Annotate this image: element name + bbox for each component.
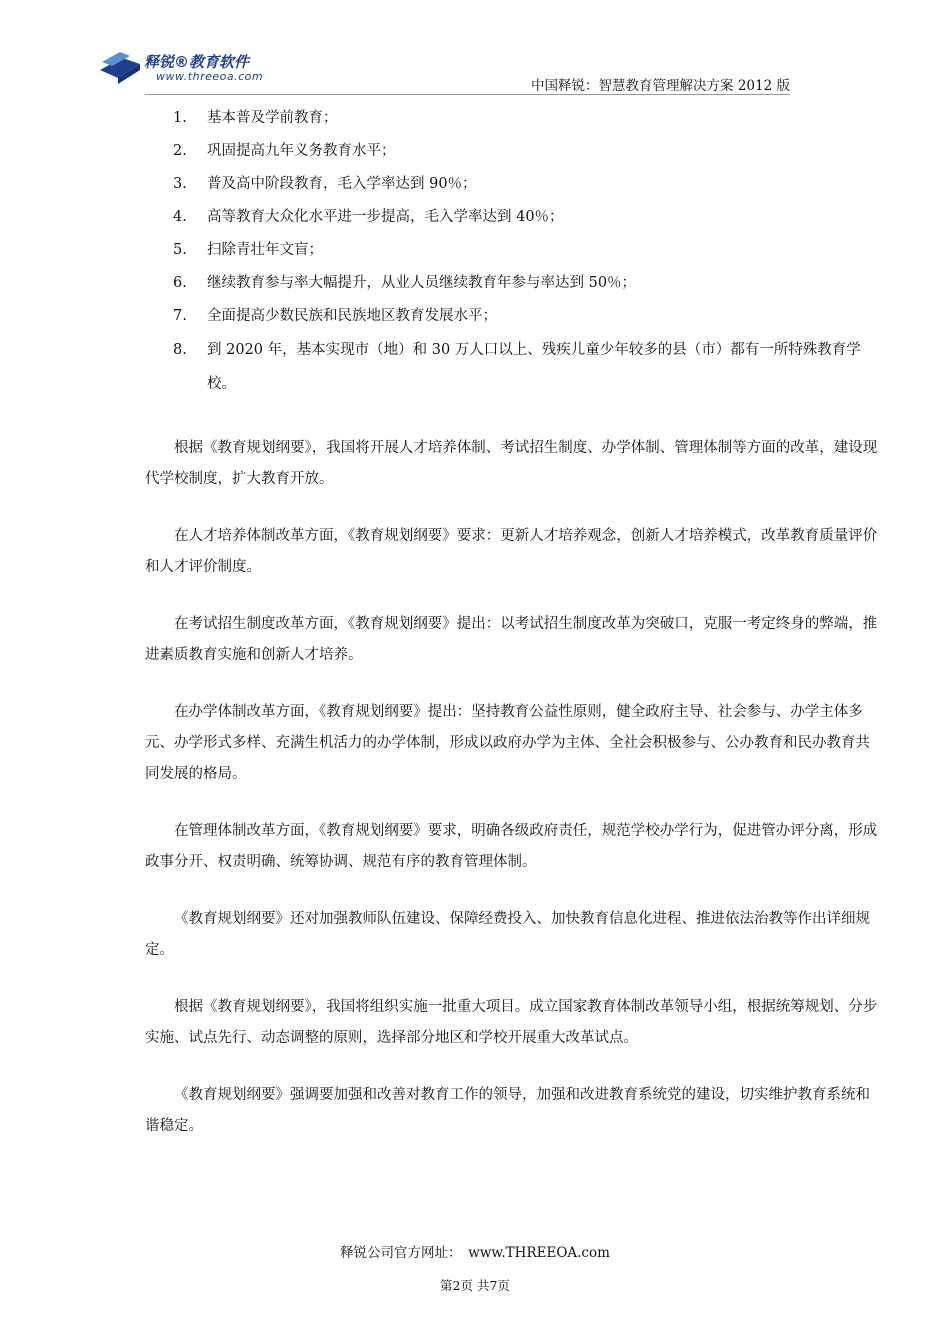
list-item-number: 6. xyxy=(173,275,187,291)
list-item-text: 普及高中阶段教育，毛入学率达到 90％； xyxy=(207,176,477,192)
paragraph: 在人才培养体制改革方面，《教育规划纲要》要求：更新人才培养观念，创新人才培养模式，改革教育质量评价和人才评价制度。 xyxy=(145,528,878,575)
logo-mark-icon xyxy=(98,48,142,86)
list-item-number: 3. xyxy=(173,176,187,192)
page-number: 第2页 共7页 xyxy=(440,1278,510,1293)
paragraph: 根据《教育规划纲要》，我国将开展人才培养体制、考试招生制度、办学体制、管理体制等方面的改革，建设现代学校制度，扩大教育开放。 xyxy=(145,440,878,487)
header-divider xyxy=(145,94,790,95)
list-item-number: 5. xyxy=(173,242,187,258)
paragraph-block xyxy=(145,609,880,671)
list-item-text: 继续教育参与率大幅提升，从业人员继续教育年参与率达到 50％； xyxy=(207,275,637,291)
paragraph-block xyxy=(145,904,880,966)
list-item xyxy=(145,135,880,168)
paragraph: 在管理体制改革方面，《教育规划纲要》要求，明确各级政府责任，规范学校办学行为，促进管办评分离，形成政事分开、权责明确、统筹协调、规范有序的教育管理体制。 xyxy=(145,823,878,870)
paragraph-block xyxy=(145,992,880,1054)
list-item-number: 1. xyxy=(173,110,187,126)
paragraph: 《教育规划纲要》强调要加强和改善对教育工作的领导，加强和改进教育系统党的建设，切实维护教育系统和谐稳定。 xyxy=(145,1087,870,1134)
logo-name: 释锐®教育软件 xyxy=(144,53,250,71)
list-item xyxy=(145,168,880,201)
list-item-text: 巩固提高九年义务教育水平； xyxy=(207,143,396,159)
document-title: 中国释锐：智慧教育管理解决方案 2012 版 xyxy=(531,78,790,94)
list-item-number: 4. xyxy=(173,209,187,225)
list-item-text: 到 2020 年，基本实现市（地）和 30 万人口以上、残疾儿童少年较多的县（市）都有一所特殊教育学校。 xyxy=(207,342,861,392)
goals-list xyxy=(145,102,880,401)
list-item xyxy=(145,300,880,333)
list-item-number: 7. xyxy=(173,308,187,324)
list-item xyxy=(145,102,880,135)
paragraph: 《教育规划纲要》还对加强教师队伍建设、保障经费投入、加快教育信息化进程、推进依法治教等作出详细规定。 xyxy=(145,911,870,958)
list-item xyxy=(145,234,880,267)
paragraph-block xyxy=(145,521,880,583)
page-content xyxy=(145,102,880,1142)
company-logo xyxy=(98,48,276,86)
list-item-text: 扫除青壮年文盲； xyxy=(207,242,323,258)
list-item-text: 全面提高少数民族和民族地区教育发展水平； xyxy=(207,308,497,324)
paragraph: 根据《教育规划纲要》，我国将组织实施一批重大项目。成立国家教育体制改革领导小组，根据统筹规划、分步实施、试点先行、动态调整的原则，选择部分地区和学校开展重大改革试点。 xyxy=(145,999,878,1046)
list-item-number: 2. xyxy=(173,143,187,159)
paragraph: 在考试招生制度改革方面，《教育规划纲要》提出：以考试招生制度改革为突破口，克服一考定终身的弊端，推进素质教育实施和创新人才培养。 xyxy=(145,616,878,663)
list-item-text: 高等教育大众化水平进一步提高，毛入学率达到 40％； xyxy=(207,209,564,225)
list-item xyxy=(145,267,880,300)
list-item-text: 基本普及学前教育； xyxy=(207,110,338,126)
paragraph-block xyxy=(145,1080,880,1142)
list-item xyxy=(145,201,880,234)
paragraph: 在办学体制改革方面，《教育规划纲要》提出：坚持教育公益性原则，健全政府主导、社会参与、办学主体多元、办学形式多样、充满生机活力的办学体制，形成以政府办学为主体、全社会积极参与、公办教育和民办教育共同发展的格局。 xyxy=(145,704,870,782)
page-header xyxy=(0,0,950,100)
list-item-number: 8. xyxy=(173,342,187,358)
paragraph-block xyxy=(145,433,880,495)
list-item xyxy=(145,333,880,401)
paragraph-block xyxy=(145,816,880,878)
paragraph-block xyxy=(145,697,880,790)
footer-website: 释锐公司官方网址： www.THREEOA.com xyxy=(340,1245,610,1261)
logo-url: www.threeoa.com xyxy=(156,70,264,83)
